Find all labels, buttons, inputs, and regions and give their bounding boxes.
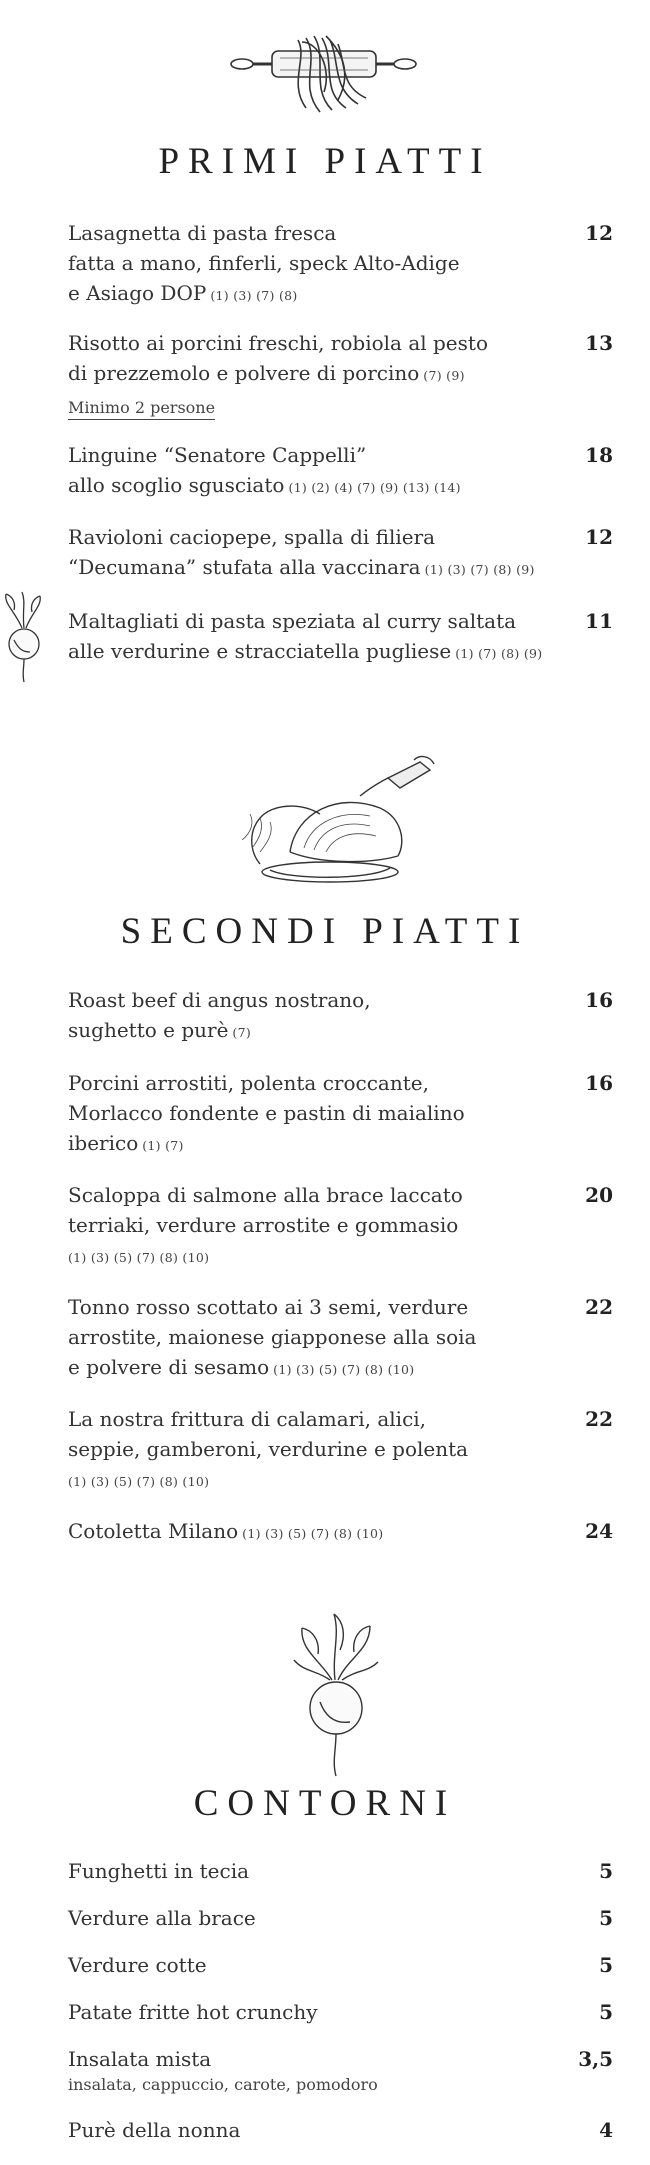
allergen-codes: (1) (7) [142,1138,184,1153]
item-price: 20 [585,1183,613,1207]
menu-item [68,1516,613,1549]
item-price: 24 [585,1519,613,1543]
item-line: arrostite, maionese giapponese alla soia [68,1325,477,1349]
item-line: Verdure cotte [68,1953,207,1977]
item-subtitle: insalata, cappuccio, carote, pomodoro [68,2075,378,2094]
item-line: Morlacco fondente e pastin di maialino [68,1101,465,1125]
item-line: Purè della nonna [68,2118,241,2142]
item-line: Scaloppa di salmone alla brace laccato [68,1183,463,1207]
item-price: 5 [599,1953,613,1977]
allergen-codes: (1) (3) (5) (7) (8) (10) [273,1362,415,1377]
allergen-codes: (1) (2) (4) (7) (9) (13) (14) [288,480,461,495]
allergen-codes: (1) (3) (7) (8) [210,288,298,303]
menu-item [68,985,613,1048]
menu-item [68,1950,613,1980]
allergen-codes: (1) (7) (8) (9) [455,646,543,661]
item-price: 16 [585,1071,613,1095]
item-line: fatta a mano, finferli, speck Alto-Adige [68,251,460,275]
item-line: di prezzemolo e polvere di porcino [68,361,420,385]
allergen-codes: (1) (3) (7) (8) (9) [424,562,535,577]
menu-item [68,606,613,669]
item-price: 11 [585,609,613,633]
section-title-primi: PRIMI PIATTI [158,141,492,182]
menu-item [68,1903,613,1933]
item-price: 5 [599,1906,613,1930]
item-price: 5 [599,2000,613,2024]
section-title-contorni: CONTORNI [193,1783,457,1824]
item-price: 13 [585,331,613,355]
allergen-codes: (7) (9) [423,368,465,383]
menu-item [68,1856,613,1886]
item-line: Ravioloni caciopepe, spalla di filiera [68,525,436,549]
beet-icon [0,590,50,684]
item-line: Roast beef di angus nostrano, [68,988,371,1012]
item-price: 3,5 [578,2047,613,2071]
item-line: allo scoglio sgusciato [68,473,285,497]
allergen-codes: (1) (3) (5) (7) (8) (10) [242,1526,384,1541]
item-line: La nostra frittura di calamari, alici, [68,1407,427,1431]
item-line: Porcini arrostiti, polenta croccante, [68,1071,429,1095]
item-line: Verdure alla brace [68,1906,256,1930]
item-line: Maltagliati di pasta speziata al curry saltata [68,609,517,633]
menu-item [68,1404,613,1497]
item-line: Funghetti in tecia [68,1859,250,1883]
item-line: iberico [68,1131,139,1155]
allergen-codes: (1) (3) (5) (7) (8) (10) [68,1474,210,1489]
cloche-icon [230,752,440,888]
item-line: Insalata mista [68,2047,212,2071]
item-line: e Asiago DOP [68,281,207,305]
item-line: “Decumana” stufata alla vaccinara [68,555,421,579]
item-line: alle verdurine e stracciatella pugliese [68,639,452,663]
item-line: Patate fritte hot crunchy [68,2000,318,2024]
item-price: 5 [599,1859,613,1883]
item-line: Cotoletta Milano [68,1519,239,1543]
item-note: Minimo 2 persone [68,397,215,420]
menu-item [68,1292,613,1385]
item-line: Risotto ai porcini freschi, robiola al pesto [68,331,488,355]
menu-item [68,218,613,311]
item-price: 16 [585,988,613,1012]
allergen-codes: (1) (3) (5) (7) (8) (10) [68,1250,210,1265]
menu-item [68,1180,613,1273]
item-price: 18 [585,443,613,467]
item-price: 22 [585,1295,613,1319]
menu-item [68,440,613,503]
item-price: 12 [585,525,613,549]
item-line: sughetto e purè [68,1018,229,1042]
item-line: Tonno rosso scottato ai 3 semi, verdure [68,1295,469,1319]
menu-item [68,522,613,585]
menu-item [68,2044,613,2096]
menu-item [68,328,613,421]
item-price: 12 [585,221,613,245]
item-line: Linguine “Senatore Cappelli” [68,443,367,467]
item-line: seppie, gamberoni, verdurine e polenta [68,1437,469,1461]
item-line: e polvere di sesamo [68,1355,270,1379]
item-line: Lasagnetta di pasta fresca [68,221,337,245]
item-line: terriaki, verdure arrostite e gommasio [68,1213,459,1237]
item-price: 22 [585,1407,613,1431]
beet-icon [290,1610,382,1778]
allergen-codes: (7) [232,1025,252,1040]
menu-item [68,1997,613,2027]
rolling-pin-pasta-icon [228,28,420,116]
menu-item [68,1068,613,1161]
menu-item [68,2115,613,2145]
section-title-secondi: SECONDI PIATTI [120,911,530,952]
item-price: 4 [599,2118,613,2142]
